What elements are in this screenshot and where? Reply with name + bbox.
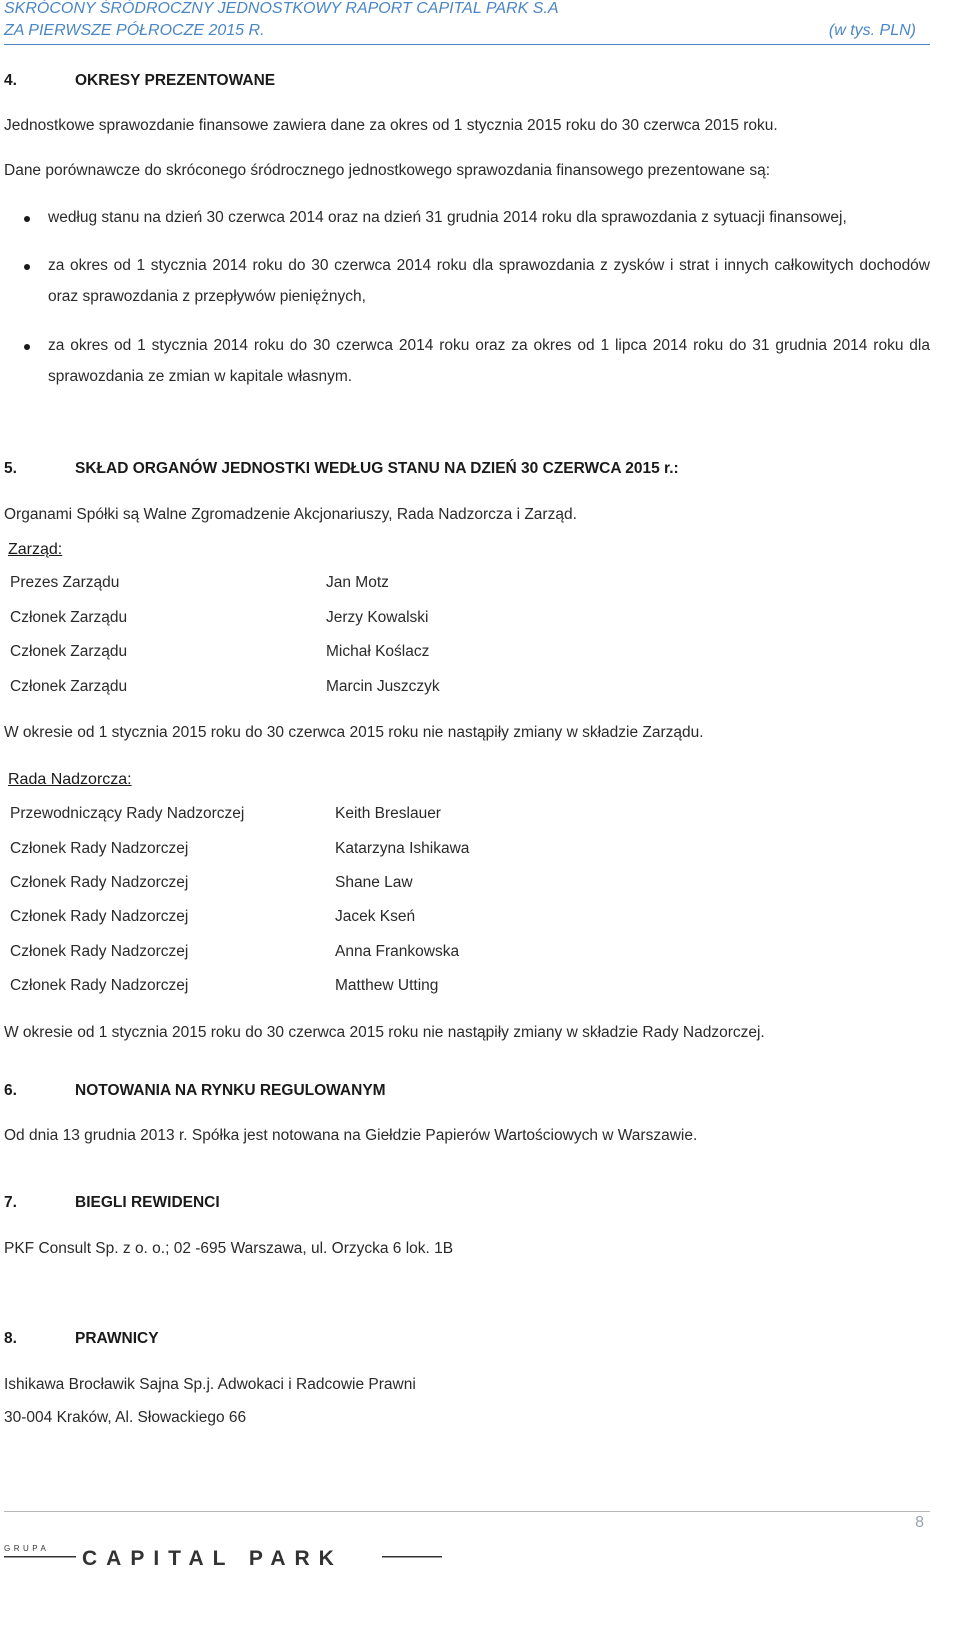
section-8-heading — [4, 1330, 159, 1348]
council-member-name: Katarzyna Ishikawa — [335, 840, 470, 857]
section-title: PRAWNICY — [75, 1330, 159, 1347]
list-item-text: według stanu na dzień 30 czerwca 2014 oraz na dzień 31 grudnia 2014 roku dla sprawozdania z sytuacji finansowej, — [48, 209, 847, 226]
council-label: Rada Nadzorcza: — [8, 771, 132, 788]
board-label: Zarząd: — [8, 541, 63, 558]
section-number: 7. — [4, 1194, 17, 1211]
council-role: Członek Rady Nadzorczej — [10, 977, 189, 994]
report-title: SKRÓCONY ŚRÓDROCZNY JEDNOSTKOWY RAPORT CAPITAL PARK S.A — [4, 0, 559, 17]
paragraph: Ishikawa Brocławik Sajna Sp.j. Adwokaci i Radcowie Prawni — [4, 1376, 416, 1393]
logo-group-text: GRUPA — [4, 1544, 50, 1553]
council-role: Przewodniczący Rady Nadzorczej — [10, 805, 245, 822]
section-number: 8. — [4, 1330, 17, 1347]
footer-rule — [4, 1511, 930, 1512]
paragraph: Organami Spółki są Walne Zgromadzenie Akcjonariuszy, Rada Nadzorcza i Zarząd. — [4, 506, 577, 523]
bullet-icon — [24, 344, 30, 350]
report-subtitle: ZA PIERWSZE PÓŁROCZE 2015 R. — [4, 22, 265, 39]
page-number: 8 — [915, 1514, 924, 1531]
council-role: Członek Rady Nadzorczej — [10, 943, 189, 960]
section-6-heading — [4, 1082, 386, 1100]
paragraph: Jednostkowe sprawozdanie finansowe zawiera dane za okres od 1 stycznia 2015 roku do 30 czerwca 2015 roku. — [4, 117, 778, 134]
paragraph: W okresie od 1 stycznia 2015 roku do 30 czerwca 2015 roku nie nastąpiły zmiany w składzie Rady Nadzorczej. — [4, 1024, 765, 1041]
paragraph: 30-004 Kraków, Al. Słowackiego 66 — [4, 1409, 247, 1426]
header-rule — [4, 44, 930, 45]
section-number: 5. — [4, 460, 17, 477]
logo-rule-right — [382, 1556, 442, 1558]
council-member-name: Jacek Kseń — [335, 908, 416, 925]
section-title: BIEGLI REWIDENCI — [75, 1194, 220, 1211]
paragraph: PKF Consult Sp. z o. o.; 02 -695 Warszawa, ul. Orzycka 6 lok. 1B — [4, 1240, 454, 1257]
council-role: Członek Rady Nadzorczej — [10, 874, 189, 891]
board-member-name: Jerzy Kowalski — [326, 609, 429, 626]
section-5-heading — [4, 460, 679, 478]
council-member-name: Shane Law — [335, 874, 413, 891]
board-member-name: Jan Motz — [326, 574, 389, 591]
currency-unit: (w tys. PLN) — [828, 22, 916, 39]
capital-park-logo — [4, 1543, 444, 1567]
council-member-name: Keith Breslauer — [335, 805, 441, 822]
bullet-icon — [24, 216, 30, 222]
board-role: Członek Zarządu — [10, 643, 128, 660]
list-item-text: za okres od 1 stycznia 2014 roku do 30 czerwca 2014 roku dla sprawozdania z zysków i strat i innych całkowitych dochodów oraz sprawozdania z przepływów pieniężnych, — [48, 257, 930, 305]
section-title: SKŁAD ORGANÓW JEDNOSTKI WEDŁUG STANU NA DZIEŃ 30 CZERWCA 2015 r.: — [75, 460, 679, 477]
paragraph: W okresie od 1 stycznia 2015 roku do 30 czerwca 2015 roku nie nastąpiły zmiany w składzie Zarządu. — [4, 724, 704, 741]
council-role: Członek Rady Nadzorczej — [10, 908, 189, 925]
list-item-text: za okres od 1 stycznia 2014 roku do 30 czerwca 2014 roku oraz za okres od 1 lipca 2014 roku do 31 grudnia 2014 roku dla sprawozdania ze zmian w kapitale własnym. — [48, 337, 930, 385]
paragraph: Od dnia 13 grudnia 2013 r. Spółka jest notowana na Giełdzie Papierów Wartościowych w Warszawie. — [4, 1127, 698, 1144]
council-role: Członek Rady Nadzorczej — [10, 840, 189, 857]
council-member-name: Matthew Utting — [335, 977, 439, 994]
section-4-heading — [4, 72, 275, 90]
section-title: OKRESY PREZENTOWANE — [75, 72, 276, 89]
paragraph: Dane porównawcze do skróconego śródrocznego jednostkowego sprawozdania finansowego prezentowane są: — [4, 162, 771, 179]
board-role: Członek Zarządu — [10, 678, 128, 695]
council-member-name: Anna Frankowska — [335, 943, 460, 960]
board-role: Członek Zarządu — [10, 609, 128, 626]
section-number: 4. — [4, 72, 17, 89]
board-member-name: Marcin Juszczyk — [326, 678, 440, 695]
board-role: Prezes Zarządu — [10, 574, 120, 591]
section-7-heading — [4, 1194, 220, 1212]
section-number: 6. — [4, 1082, 17, 1099]
logo-main-text: CAPITAL PARK — [82, 1547, 343, 1567]
bullet-icon — [24, 264, 30, 270]
logo-rule-left — [4, 1556, 76, 1558]
section-title: NOTOWANIA NA RYNKU REGULOWANYM — [75, 1082, 386, 1099]
board-member-name: Michał Koślacz — [326, 643, 430, 660]
